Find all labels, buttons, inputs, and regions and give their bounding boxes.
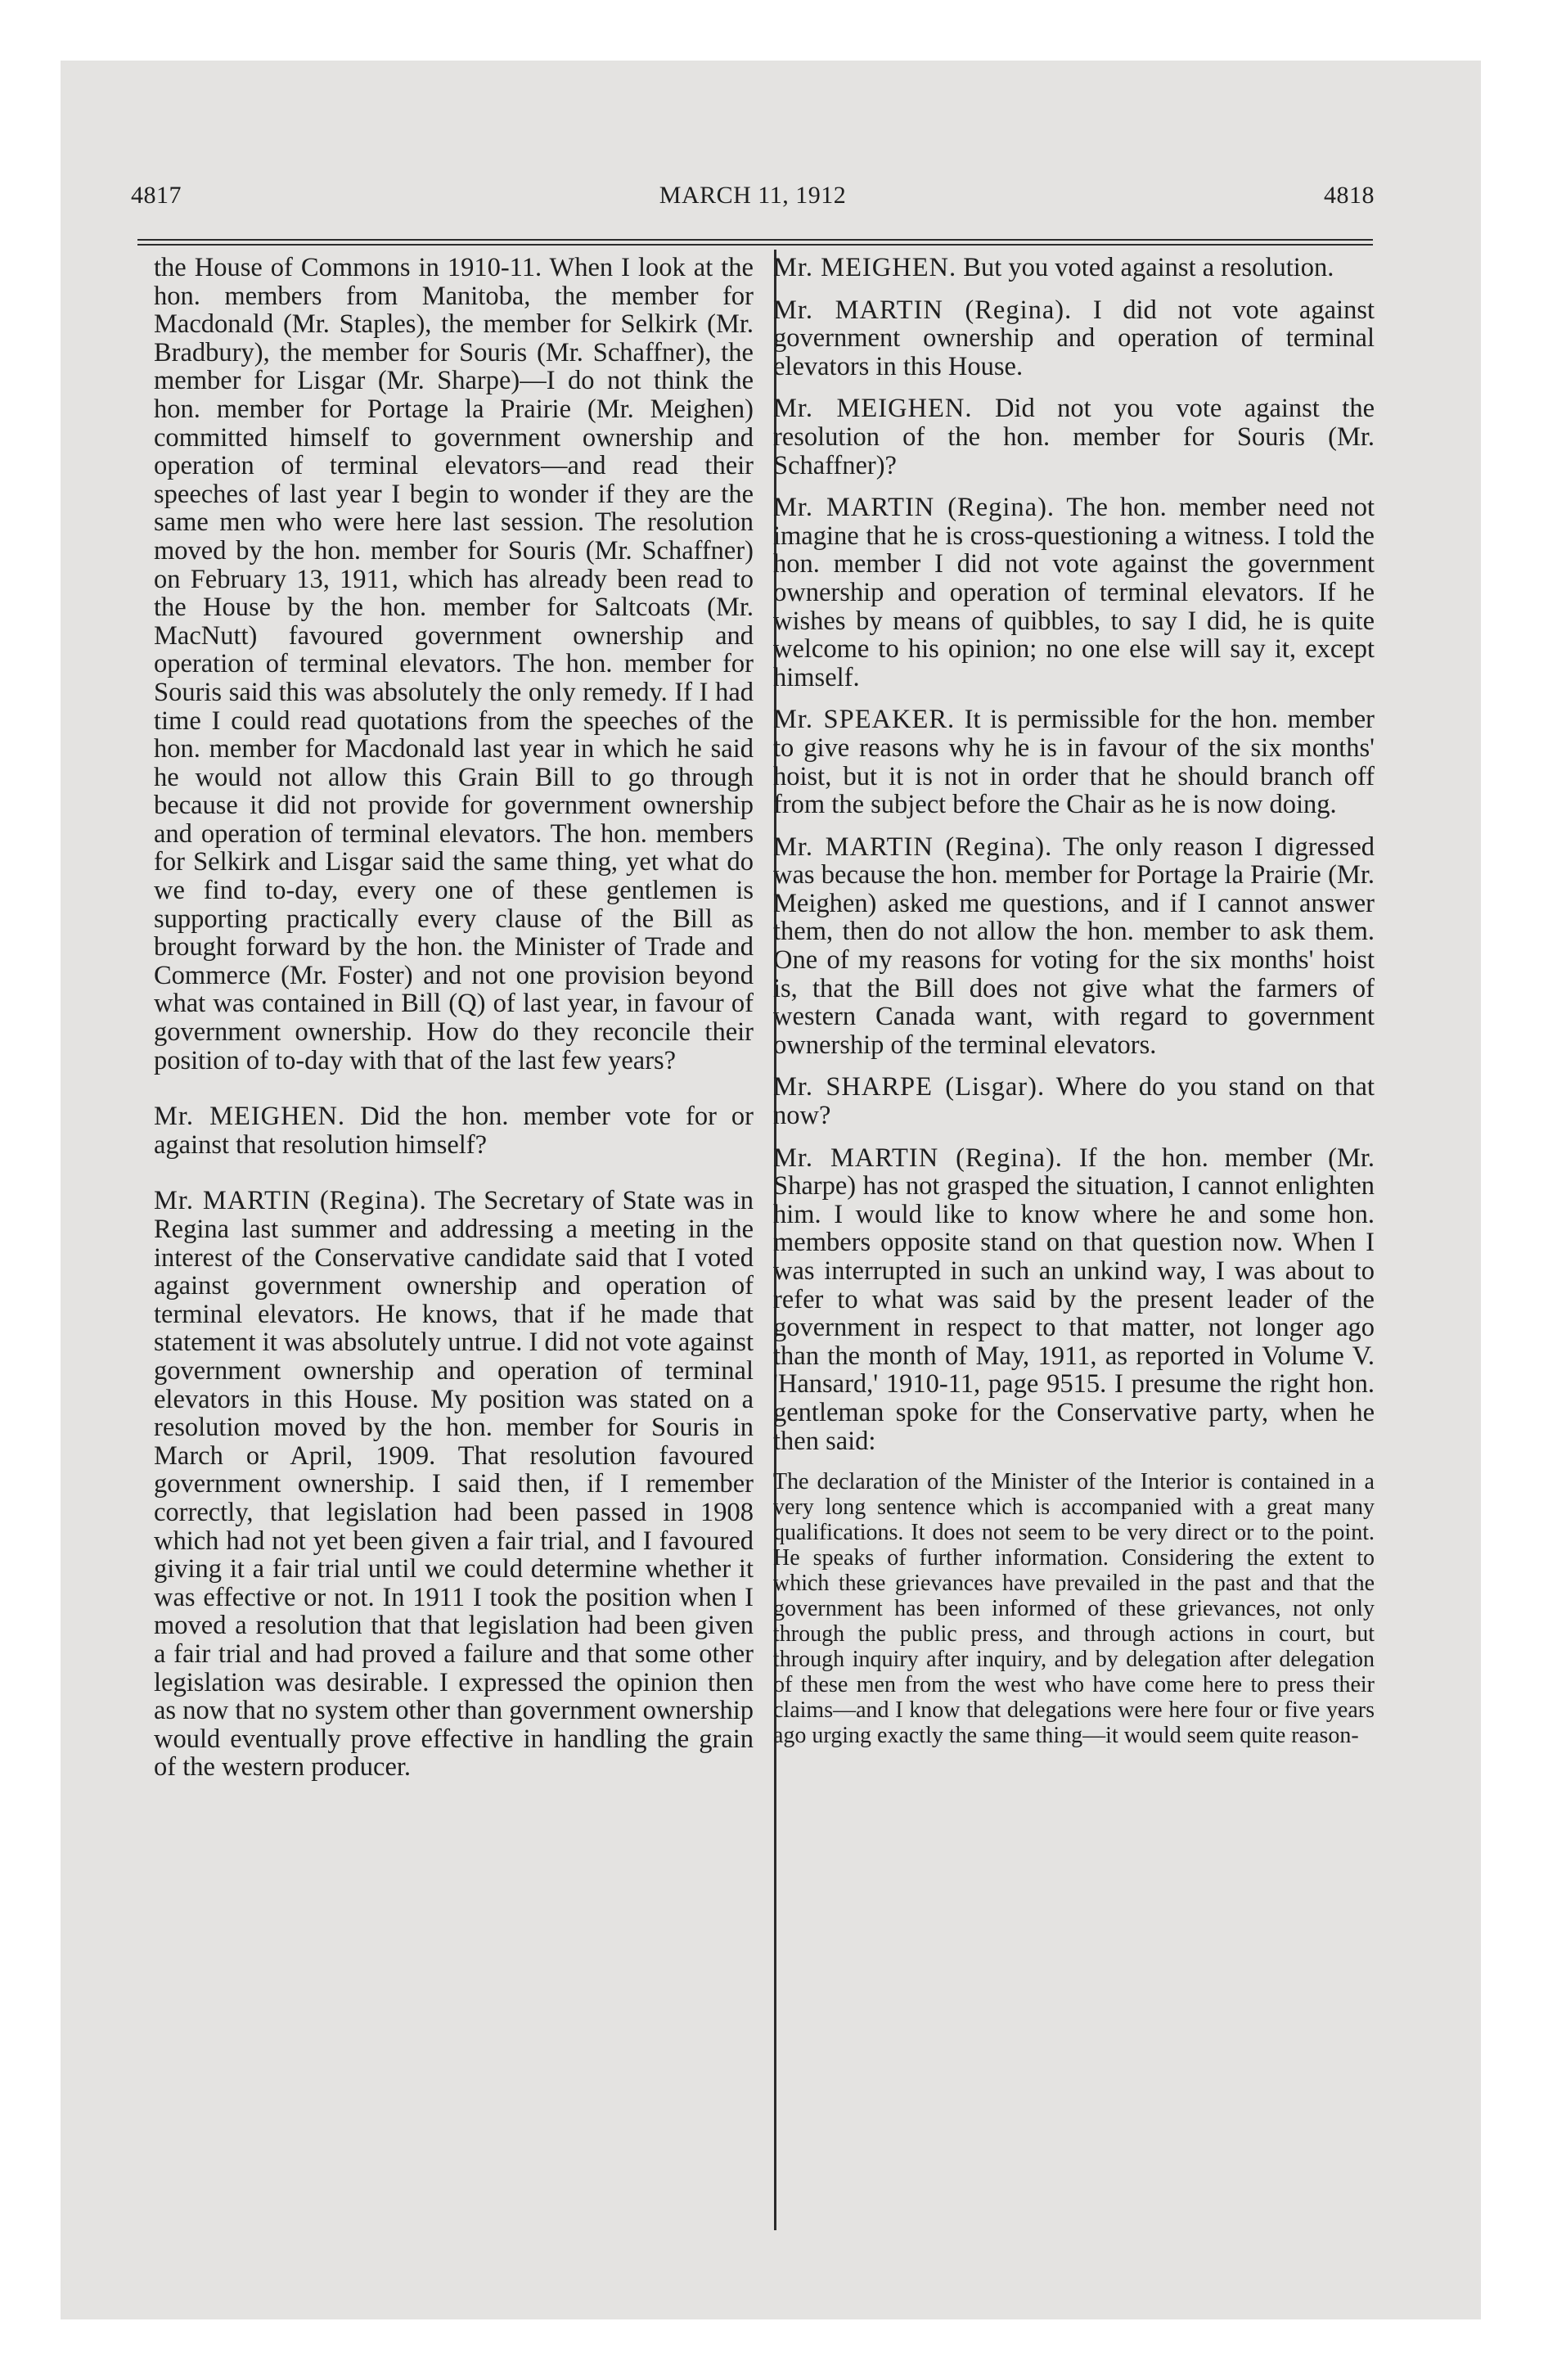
page-number-right: 4818	[1324, 182, 1375, 209]
header-rule-top	[137, 239, 1373, 241]
paragraph: Mr. MEIGHEN. But you voted against a resolution.	[773, 253, 1334, 282]
paragraph: Mr. MARTIN (Regina). The hon. member need not imagine that he is cross-questioning a witness. I told the hon. member I did not vote against the government ownership and operation of terminal elevators. If he wishes by means of quibbles, to say I did, he is quite welcome to his opinion; no one else will say it, except himself.	[773, 493, 1375, 692]
speaker: Mr. SHARPE (Lisgar).	[773, 1072, 1046, 1102]
speaker: Mr. MEIGHEN.	[154, 1102, 346, 1132]
speaker: Mr. SPEAKER.	[773, 705, 956, 735]
right-column	[773, 254, 1375, 1762]
paragraph: Mr. MEIGHEN. Did not you vote against the resolution of the hon. member for Souris (Mr. Schaffner)?	[773, 394, 1375, 480]
speaker: Mr. MARTIN (Regina).	[773, 1143, 1063, 1173]
speaker: Mr. MARTIN (Regina).	[773, 295, 1073, 325]
page-date: MARCH 11, 1912	[659, 182, 847, 209]
paragraph: Mr. SHARPE (Lisgar). Where do you stand on that now?	[773, 1072, 1375, 1131]
speaker: Mr. MARTIN (Regina).	[773, 493, 1055, 523]
paragraph: Mr. MARTIN (Regina). The Secretary of State was in Regina last summer and addressing a meeting in the interest of the Conservative candidate said that I voted against government ownership and operation of terminal elevators. He knows, that if he made that statement it was absolutely untrue. I did not vote against government ownership and operation of terminal elevators in this House. My position was stated on a resolution moved by the hon. member for Souris in March or April, 1909. That resolution favoured government ownership. I said then, if I remember correctly, that legislation had been passed in 1908 which had not yet been given a fair trial, and I favoured giving it a fair trial until we could determine whether it was effective or not. In 1911 I took the position when I moved a resolution that that legislation had been given a fair trial and had proved a failure and that some other legislation was desirable. I expressed the opinion then as now that no system other than government ownership would eventually prove effective in handling the grain of the western producer.	[154, 1186, 754, 1783]
paragraph: the House of Commons in 1910-11. When I look at the hon. members from Manitoba, the member for Macdonald (Mr. Staples), the member for Selkirk (Mr. Bradbury), the member for Souris (Mr. Schaffner), the member for Lisgar (Mr. Sharpe)—I do not think the hon. member for Portage la Prairie (Mr. Meighen) committed himself to government ownership and operation of terminal elevators—and read their speeches of last year I begin to wonder if they are the same men who were here last session. The resolution moved by the hon. member for Souris (Mr. Schaffner) on February 13, 1911, which has already been read to the House by the hon. member for Saltcoats (Mr. MacNutt) favoured government ownership and operation of terminal elevators. The hon. member for Souris said this was absolutely the only remedy. If I had time I could read quotations from the speeches of the hon. member for Macdonald last year in which he said he would not allow this Grain Bill to go through because it did not provide for government ownership and operation of terminal elevators. The hon. members for Selkirk and Lisgar said the same thing, yet what do we find to-day, every one of these gentlemen is supporting practically every clause of the Bill as brought forward by the hon. the Minister of Trade and Commerce (Mr. Foster) and not one provision beyond what was contained in Bill (Q) of last year, in favour of government ownership. How do they reconcile their position of to-day with that of the last few years?	[154, 253, 754, 1075]
header-rule-bottom	[137, 244, 1373, 246]
speaker: Mr. MEIGHEN.	[773, 394, 973, 424]
paragraph: Mr. SPEAKER. It is permissible for the hon. member to give reasons why he is in favour of the six months' hoist, but it is not in order that he should branch off from the subject before the Chair as he is now doing.	[773, 705, 1375, 820]
paragraph: Mr. MARTIN (Regina). The only reason I digressed was because the hon. member for Portage la Prairie (Mr. Meighen) asked me questions, and if I cannot answer them, then do not allow the hon. member to ask them. One of my reasons for voting for the six months' hoist is, that the Bill does not give what the farmers of western Canada want, with regard to government ownership of the terminal elevators.	[773, 832, 1375, 1060]
left-column	[154, 254, 754, 1796]
speaker: Mr. MARTIN (Regina).	[154, 1186, 427, 1216]
block-quote: The declaration of the Minister of the Interior is contained in a very long sentence which is accompanied with a great many qualifications. It does not seem to be very direct or to the point. He speaks of further information. Considering the extent to which these grievances have prevailed in the past and that the government has been informed of these grievances, not only through the public press, and through actions in court, but through inquiry after inquiry, and by delegation after delegation of these men from the west who have come here to press their claims—and I know that delegations were here four or five years ago urging exactly the same thing—it would seem quite reason-	[773, 1469, 1375, 1749]
speaker: Mr. MARTIN (Regina).	[773, 832, 1053, 862]
page-header	[131, 182, 1375, 214]
paragraph: Mr. MARTIN (Regina). I did not vote against government ownership and operation of terminal elevators in this House.	[773, 295, 1375, 381]
page-number-left: 4817	[131, 182, 182, 209]
paragraph: Mr. MARTIN (Regina). If the hon. member (Mr. Sharpe) has not grasped the situation, I cannot enlighten him. I would like to know where he and some hon. members opposite stand on that question now. When I was interrupted in such an unkind way, I was about to refer to what was said by the present leader of the government in respect to that matter, not longer ago than the month of May, 1911, as reported in Volume V. 'Hansard,' 1910-11, page 9515. I presume the right hon. gentleman spoke for the Conservative party, when he then said:	[773, 1143, 1375, 1456]
paragraph: Mr. MEIGHEN. Did the hon. member vote for or against that resolution himself?	[154, 1102, 754, 1160]
speaker: Mr. MEIGHEN.	[773, 253, 957, 282]
